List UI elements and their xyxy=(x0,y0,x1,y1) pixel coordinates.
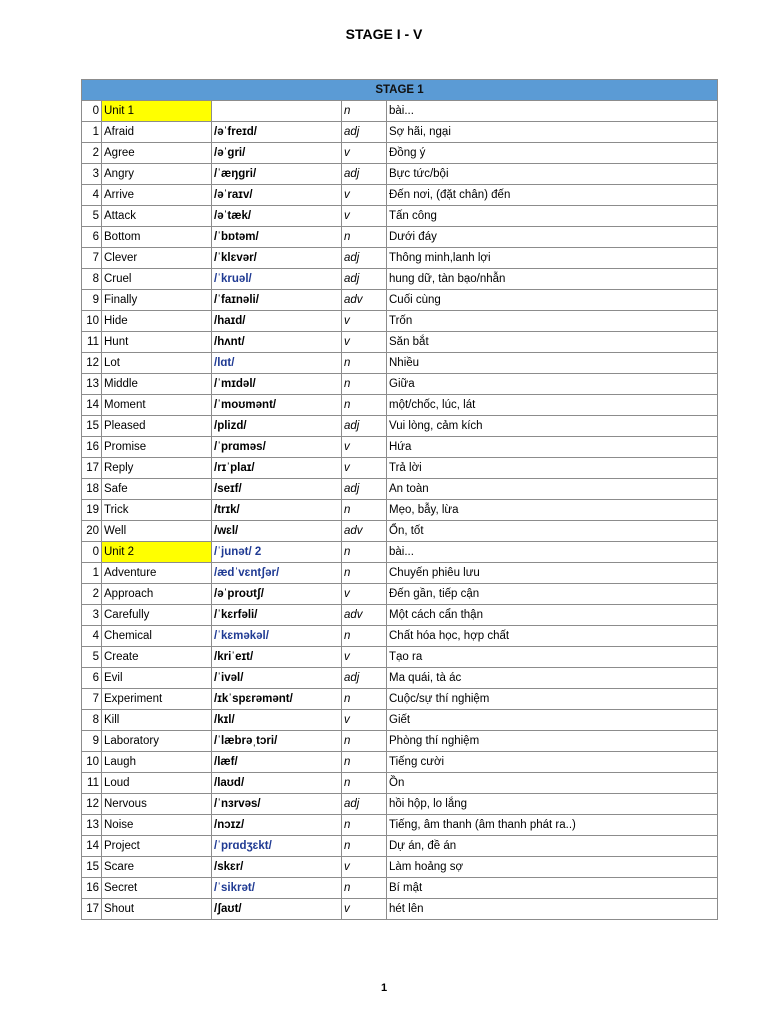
part-of-speech-cell: n xyxy=(342,500,387,521)
word-cell: Unit 2 xyxy=(102,542,212,563)
word-cell: Cruel xyxy=(102,269,212,290)
ipa-cell: /laʊd/ xyxy=(212,773,342,794)
meaning-cell: An toàn xyxy=(387,479,718,500)
meaning-cell: Tiếng cười xyxy=(387,752,718,773)
part-of-speech-cell: adv xyxy=(342,521,387,542)
word-cell: Evil xyxy=(102,668,212,689)
meaning-cell: Cuối cùng xyxy=(387,290,718,311)
word-cell: Hide xyxy=(102,311,212,332)
word-cell: Noise xyxy=(102,815,212,836)
ipa-cell: /ˈprɑməs/ xyxy=(212,437,342,458)
part-of-speech-cell: n xyxy=(342,689,387,710)
word-cell: Lot xyxy=(102,353,212,374)
ipa-cell: /ædˈvɛntʃər/ xyxy=(212,563,342,584)
row-number: 13 xyxy=(82,815,102,836)
ipa-cell: /əˈraɪv/ xyxy=(212,185,342,206)
word-cell: Trick xyxy=(102,500,212,521)
ipa-cell: /hʌnt/ xyxy=(212,332,342,353)
table-row xyxy=(82,647,718,668)
word-cell: Kill xyxy=(102,710,212,731)
part-of-speech-cell: n xyxy=(342,731,387,752)
part-of-speech-cell: v xyxy=(342,899,387,920)
word-cell: Bottom xyxy=(102,227,212,248)
meaning-cell: Đến nơi, (đặt chân) đến xyxy=(387,185,718,206)
ipa-cell: /ˈjunət/ 2 xyxy=(212,542,342,563)
part-of-speech-cell: n xyxy=(342,374,387,395)
row-number: 17 xyxy=(82,458,102,479)
row-number: 2 xyxy=(82,584,102,605)
row-number: 7 xyxy=(82,248,102,269)
ipa-cell: /ˈklɛvər/ xyxy=(212,248,342,269)
meaning-cell: bài... xyxy=(387,542,718,563)
table-row xyxy=(82,269,718,290)
part-of-speech-cell: v xyxy=(342,458,387,479)
row-number: 19 xyxy=(82,500,102,521)
row-number: 1 xyxy=(82,563,102,584)
vocabulary-table xyxy=(81,79,718,920)
ipa-cell: /ˈmɪdəl/ xyxy=(212,374,342,395)
part-of-speech-cell: adj xyxy=(342,479,387,500)
table-row xyxy=(82,437,718,458)
row-number: 0 xyxy=(82,542,102,563)
part-of-speech-cell: n xyxy=(342,815,387,836)
table-row xyxy=(82,458,718,479)
row-number: 13 xyxy=(82,374,102,395)
ipa-cell: /haɪd/ xyxy=(212,311,342,332)
row-number: 20 xyxy=(82,521,102,542)
table-row xyxy=(82,185,718,206)
table-row xyxy=(82,227,718,248)
ipa-cell: /ˈnɜrvəs/ xyxy=(212,794,342,815)
meaning-cell: Chất hóa học, hợp chất xyxy=(387,626,718,647)
row-number: 17 xyxy=(82,899,102,920)
word-cell: Attack xyxy=(102,206,212,227)
row-number: 5 xyxy=(82,647,102,668)
ipa-cell: /ˈbɒtəm/ xyxy=(212,227,342,248)
page-number: 1 xyxy=(380,982,388,994)
meaning-cell: Nhiều xyxy=(387,353,718,374)
part-of-speech-cell: v xyxy=(342,647,387,668)
part-of-speech-cell: adj xyxy=(342,248,387,269)
row-number: 14 xyxy=(82,836,102,857)
row-number: 3 xyxy=(82,164,102,185)
table-row xyxy=(82,668,718,689)
meaning-cell: Tấn công xyxy=(387,206,718,227)
part-of-speech-cell: adv xyxy=(342,605,387,626)
ipa-cell xyxy=(212,101,342,122)
word-cell: Agree xyxy=(102,143,212,164)
word-cell: Pleased xyxy=(102,416,212,437)
part-of-speech-cell: n xyxy=(342,626,387,647)
meaning-cell: Chuyến phiêu lưu xyxy=(387,563,718,584)
word-cell: Safe xyxy=(102,479,212,500)
table-row xyxy=(82,899,718,920)
word-cell: Approach xyxy=(102,584,212,605)
ipa-cell: /trɪk/ xyxy=(212,500,342,521)
meaning-cell: Tạo ra xyxy=(387,647,718,668)
ipa-cell: /ˈkruəl/ xyxy=(212,269,342,290)
ipa-cell: /əˈtæk/ xyxy=(212,206,342,227)
row-number: 4 xyxy=(82,185,102,206)
table-row xyxy=(82,605,718,626)
word-cell: Project xyxy=(102,836,212,857)
row-number: 9 xyxy=(82,290,102,311)
meaning-cell: Đến gần, tiếp cận xyxy=(387,584,718,605)
word-cell: Promise xyxy=(102,437,212,458)
ipa-cell: /ˈkɛməkəl/ xyxy=(212,626,342,647)
word-cell: Finally xyxy=(102,290,212,311)
word-cell: Middle xyxy=(102,374,212,395)
part-of-speech-cell: adj xyxy=(342,794,387,815)
ipa-cell: /ˈsikrət/ xyxy=(212,878,342,899)
meaning-cell: Hứa xyxy=(387,437,718,458)
ipa-cell: /wɛl/ xyxy=(212,521,342,542)
ipa-cell: /ʃaʊt/ xyxy=(212,899,342,920)
table-row xyxy=(82,353,718,374)
meaning-cell: Giữa xyxy=(387,374,718,395)
ipa-cell: /ˈlæbrəˌtɔri/ xyxy=(212,731,342,752)
table-row xyxy=(82,206,718,227)
row-number: 2 xyxy=(82,143,102,164)
meaning-cell: Tiếng, âm thanh (âm thanh phát ra..) xyxy=(387,815,718,836)
row-number: 18 xyxy=(82,479,102,500)
word-cell: Clever xyxy=(102,248,212,269)
meaning-cell: Ổn, tốt xyxy=(387,521,718,542)
ipa-cell: /skɛr/ xyxy=(212,857,342,878)
row-number: 1 xyxy=(82,122,102,143)
meaning-cell: một/chốc, lúc, lát xyxy=(387,395,718,416)
word-cell: Hunt xyxy=(102,332,212,353)
row-number: 0 xyxy=(82,101,102,122)
row-number: 5 xyxy=(82,206,102,227)
word-cell: Laboratory xyxy=(102,731,212,752)
row-number: 12 xyxy=(82,794,102,815)
word-cell: Moment xyxy=(102,395,212,416)
row-number: 6 xyxy=(82,227,102,248)
word-cell: Adventure xyxy=(102,563,212,584)
row-number: 12 xyxy=(82,353,102,374)
ipa-cell: /ˈmoʊmənt/ xyxy=(212,395,342,416)
table-row xyxy=(82,143,718,164)
row-number: 11 xyxy=(82,773,102,794)
row-number: 7 xyxy=(82,689,102,710)
ipa-cell: /kɪl/ xyxy=(212,710,342,731)
row-number: 11 xyxy=(82,332,102,353)
meaning-cell: Ma quái, tà ác xyxy=(387,668,718,689)
ipa-cell: /seɪf/ xyxy=(212,479,342,500)
part-of-speech-cell: adj xyxy=(342,668,387,689)
part-of-speech-cell: n xyxy=(342,836,387,857)
table-row xyxy=(82,689,718,710)
word-cell: Angry xyxy=(102,164,212,185)
table-row xyxy=(82,416,718,437)
stage-header: STAGE 1 xyxy=(82,80,718,101)
table-row xyxy=(82,374,718,395)
row-number: 10 xyxy=(82,311,102,332)
meaning-cell: Trốn xyxy=(387,311,718,332)
table-row xyxy=(82,731,718,752)
table-row xyxy=(82,500,718,521)
ipa-cell: /ˈkɛrfəli/ xyxy=(212,605,342,626)
word-cell: Afraid xyxy=(102,122,212,143)
meaning-cell: Sợ hãi, ngại xyxy=(387,122,718,143)
ipa-cell: /ˈæŋgri/ xyxy=(212,164,342,185)
part-of-speech-cell: n xyxy=(342,353,387,374)
stage-header-row xyxy=(82,80,718,101)
meaning-cell: Làm hoảng sợ xyxy=(387,857,718,878)
part-of-speech-cell: adj xyxy=(342,269,387,290)
part-of-speech-cell: adj xyxy=(342,164,387,185)
table-row xyxy=(82,542,718,563)
meaning-cell: Dưới đáy xyxy=(387,227,718,248)
table-row xyxy=(82,857,718,878)
meaning-cell: bài... xyxy=(387,101,718,122)
table-row xyxy=(82,521,718,542)
ipa-cell: /əˈfreɪd/ xyxy=(212,122,342,143)
ipa-cell: /rɪˈplaɪ/ xyxy=(212,458,342,479)
ipa-cell: /ɪkˈspɛrəmənt/ xyxy=(212,689,342,710)
meaning-cell: Mẹo, bẫy, lừa xyxy=(387,500,718,521)
ipa-cell: /ˈprɑdʒɛkt/ xyxy=(212,836,342,857)
meaning-cell: Vui lòng, cảm kích xyxy=(387,416,718,437)
table-row xyxy=(82,710,718,731)
meaning-cell: Giết xyxy=(387,710,718,731)
ipa-cell: /plizd/ xyxy=(212,416,342,437)
table-row xyxy=(82,479,718,500)
part-of-speech-cell: v xyxy=(342,311,387,332)
ipa-cell: /lɑt/ xyxy=(212,353,342,374)
part-of-speech-cell: n xyxy=(342,395,387,416)
meaning-cell: Bực tức/bội xyxy=(387,164,718,185)
table-row xyxy=(82,332,718,353)
table-row xyxy=(82,878,718,899)
part-of-speech-cell: n xyxy=(342,752,387,773)
row-number: 10 xyxy=(82,752,102,773)
row-number: 9 xyxy=(82,731,102,752)
meaning-cell: hồi hộp, lo lắng xyxy=(387,794,718,815)
meaning-cell: Đồng ý xyxy=(387,143,718,164)
ipa-cell: /nɔɪz/ xyxy=(212,815,342,836)
part-of-speech-cell: v xyxy=(342,584,387,605)
table-row xyxy=(82,794,718,815)
part-of-speech-cell: n xyxy=(342,227,387,248)
meaning-cell: Phòng thí nghiệm xyxy=(387,731,718,752)
meaning-cell: hét lên xyxy=(387,899,718,920)
word-cell: Nervous xyxy=(102,794,212,815)
row-number: 16 xyxy=(82,437,102,458)
row-number: 4 xyxy=(82,626,102,647)
word-cell: Reply xyxy=(102,458,212,479)
table-row xyxy=(82,101,718,122)
row-number: 14 xyxy=(82,395,102,416)
part-of-speech-cell: adj xyxy=(342,416,387,437)
ipa-cell: /ˈivəl/ xyxy=(212,668,342,689)
part-of-speech-cell: n xyxy=(342,542,387,563)
word-cell: Scare xyxy=(102,857,212,878)
word-cell: Experiment xyxy=(102,689,212,710)
word-cell: Loud xyxy=(102,773,212,794)
ipa-cell: /kriˈeɪt/ xyxy=(212,647,342,668)
table-row xyxy=(82,395,718,416)
part-of-speech-cell: v xyxy=(342,332,387,353)
row-number: 16 xyxy=(82,878,102,899)
part-of-speech-cell: v xyxy=(342,185,387,206)
word-cell: Create xyxy=(102,647,212,668)
part-of-speech-cell: v xyxy=(342,143,387,164)
meaning-cell: Dự án, đề án xyxy=(387,836,718,857)
word-cell: Arrive xyxy=(102,185,212,206)
table-row xyxy=(82,626,718,647)
ipa-cell: /læf/ xyxy=(212,752,342,773)
table-row xyxy=(82,773,718,794)
row-number: 3 xyxy=(82,605,102,626)
row-number: 8 xyxy=(82,269,102,290)
part-of-speech-cell: n xyxy=(342,773,387,794)
word-cell: Unit 1 xyxy=(102,101,212,122)
table-row xyxy=(82,836,718,857)
word-cell: Chemical xyxy=(102,626,212,647)
part-of-speech-cell: v xyxy=(342,437,387,458)
part-of-speech-cell: v xyxy=(342,710,387,731)
part-of-speech-cell: n xyxy=(342,878,387,899)
word-cell: Laugh xyxy=(102,752,212,773)
page-title: STAGE I - V xyxy=(345,26,423,42)
table-row xyxy=(82,563,718,584)
part-of-speech-cell: adv xyxy=(342,290,387,311)
part-of-speech-cell: n xyxy=(342,101,387,122)
part-of-speech-cell: v xyxy=(342,206,387,227)
table-row xyxy=(82,164,718,185)
row-number: 8 xyxy=(82,710,102,731)
table-row xyxy=(82,122,718,143)
ipa-cell: /əˈgri/ xyxy=(212,143,342,164)
word-cell: Well xyxy=(102,521,212,542)
table-row xyxy=(82,311,718,332)
meaning-cell: Bí mật xyxy=(387,878,718,899)
meaning-cell: Trả lời xyxy=(387,458,718,479)
word-cell: Secret xyxy=(102,878,212,899)
word-cell: Carefully xyxy=(102,605,212,626)
word-cell: Shout xyxy=(102,899,212,920)
meaning-cell: Ồn xyxy=(387,773,718,794)
meaning-cell: Một cách cẩn thận xyxy=(387,605,718,626)
part-of-speech-cell: n xyxy=(342,563,387,584)
meaning-cell: Cuộc/sự thí nghiệm xyxy=(387,689,718,710)
ipa-cell: /ˈfaɪnəli/ xyxy=(212,290,342,311)
row-number: 6 xyxy=(82,668,102,689)
table-row xyxy=(82,752,718,773)
table-row xyxy=(82,290,718,311)
meaning-cell: Săn bắt xyxy=(387,332,718,353)
part-of-speech-cell: adj xyxy=(342,122,387,143)
row-number: 15 xyxy=(82,857,102,878)
table-row xyxy=(82,815,718,836)
meaning-cell: hung dữ, tàn bạo/nhẫn xyxy=(387,269,718,290)
ipa-cell: /əˈproʊtʃ/ xyxy=(212,584,342,605)
row-number: 15 xyxy=(82,416,102,437)
meaning-cell: Thông minh,lanh lợi xyxy=(387,248,718,269)
table-row xyxy=(82,584,718,605)
table-row xyxy=(82,248,718,269)
part-of-speech-cell: v xyxy=(342,857,387,878)
